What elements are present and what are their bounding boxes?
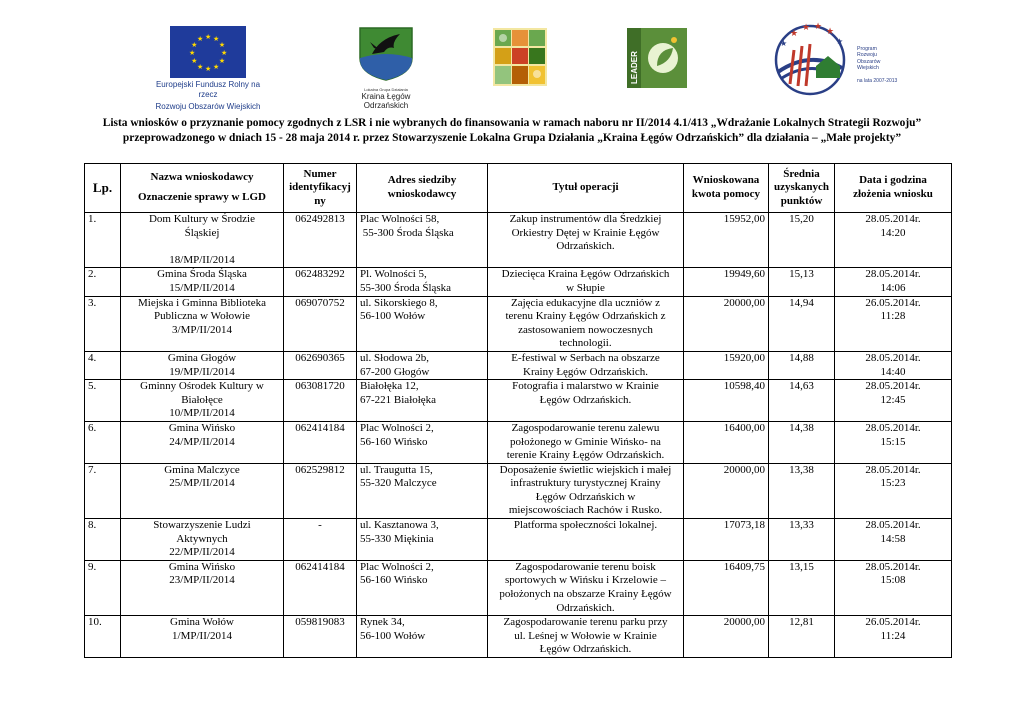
case-number: 25/MP/II/2014: [169, 477, 235, 490]
date-text: 28.05.2014r.: [865, 519, 921, 532]
cell-lp: 2.: [85, 268, 121, 296]
cell-title: [488, 296, 684, 351]
cell-amount: 10598,40: [684, 380, 769, 422]
header-address-line: wnioskodawcy: [387, 188, 457, 200]
eu-star-icon: ★: [205, 33, 212, 41]
addr-line: 56-100 Wołów: [360, 310, 426, 323]
header-address-line: Adres siedziby: [387, 174, 457, 187]
addr-line: 56-160 Wińsko: [360, 574, 428, 587]
cell-title: [488, 616, 684, 658]
case-number: 18/MP/II/2014: [169, 253, 235, 266]
title-line: Zakup instrumentów dla Średzkiej: [509, 213, 662, 225]
case-number: 24/MP/II/2014: [169, 435, 235, 448]
title-line: infrastruktury turystycznej Krainy: [510, 477, 661, 490]
time-text: 15:08: [880, 574, 906, 587]
cell-date: [835, 268, 952, 296]
eu-star-icon: ★: [205, 65, 212, 73]
header-case-text: Oznaczenie sprawy w LGD: [137, 191, 266, 203]
title-line: Platforma społeczności lokalnej.: [513, 519, 658, 532]
cell-id: -: [284, 519, 357, 561]
header-id-line: ny: [314, 194, 326, 207]
header-address: [357, 164, 488, 213]
name-line: Aktywnych: [176, 532, 228, 545]
title-line: ul. Leśnej w Wołowie w Krainie: [514, 629, 657, 642]
eu-star-icon: ★: [221, 49, 228, 57]
addr-line: Plac Wolności 2,: [360, 421, 434, 434]
time-text: 14:20: [880, 226, 906, 239]
date-text: 28.05.2014r.: [865, 351, 921, 364]
cell-name: [121, 519, 284, 561]
cell-lp: 4.: [85, 351, 121, 379]
cell-name: [121, 463, 284, 518]
name-line: Gmina Wińsko: [168, 560, 236, 573]
name-line: Gmina Wińsko: [168, 421, 236, 434]
title-line: położonego w Gminie Wińsko- na: [510, 435, 661, 448]
header-score-line: uzyskanych: [773, 181, 830, 194]
case-number: 3/MP/II/2014: [172, 323, 232, 336]
time-text: 14:06: [880, 281, 906, 294]
prow-text: [857, 46, 880, 72]
cell-id: 063081720: [284, 380, 357, 422]
title-line: Łęgów Odrzańskich.: [539, 643, 632, 656]
lgd-caption-line2: Odrzańskich: [363, 101, 409, 110]
addr-line: Plac Wolności 58,: [360, 213, 440, 225]
table-row: [85, 268, 952, 296]
case-number: 10/MP/II/2014: [169, 407, 235, 420]
cell-score: 15,13: [769, 268, 835, 296]
cell-lp: 3.: [85, 296, 121, 351]
time-text: 15:23: [880, 477, 906, 490]
name-line: Gmina Głogów: [167, 351, 237, 364]
header-score-line: punktów: [780, 194, 823, 207]
addr-line: ul. Kasztanowa 3,: [360, 519, 439, 532]
addr-line: Pl. Wolności 5,: [360, 268, 427, 281]
header-date: [835, 164, 952, 213]
cell-name: [121, 380, 284, 422]
prow-line: Obszarów: [857, 58, 881, 65]
title-line: Łęgów Odrzańskich.: [539, 393, 632, 406]
cell-lp: 6.: [85, 421, 121, 463]
cell-score: 15,20: [769, 213, 835, 268]
cell-amount: 15952,00: [684, 213, 769, 268]
eu-star-icon: ★: [197, 62, 204, 71]
prow-line: Rozwoju: [857, 52, 877, 59]
header-score: [769, 164, 835, 213]
header-amount-line: Wnioskowana: [692, 174, 760, 187]
heading-line2: przeprowadzonego w dniach 15 - 28 maja 2014 r. przez Stowarzyszenie Lokalna Grupa Działania „Kraina Łęgów Odrzańskich” dla działania – „Małe projekty”: [122, 132, 902, 144]
cell-amount: 20000,00: [684, 616, 769, 658]
cell-name: [121, 421, 284, 463]
cell-id: 062414184: [284, 560, 357, 615]
cell-amount: 15920,00: [684, 351, 769, 379]
addr-line: 56-100 Wołów: [360, 629, 426, 642]
table-row: [85, 560, 952, 615]
header-id-line: Numer: [303, 167, 337, 180]
cell-title: [488, 463, 684, 518]
header-title: Tytuł operacji: [488, 164, 684, 213]
time-text: 14:58: [880, 532, 906, 545]
cell-date: [835, 560, 952, 615]
header-id-line: identyfikacyj: [289, 181, 351, 194]
leader-text: LEADER: [630, 51, 639, 84]
cell-lp: 7.: [85, 463, 121, 518]
cell-amount: 16400,00: [684, 421, 769, 463]
cell-lp: 10.: [85, 616, 121, 658]
cell-address: [357, 351, 488, 379]
prow-line: Wiejskich: [857, 65, 879, 72]
heading-line1: Lista wniosków o przyznanie pomocy zgodnych z LSR i nie wybranych do finansowania w ramach naboru nr II/2014 4.1/413 „Wdrażanie Lokalnych Strategii Rozwoju”: [102, 117, 922, 129]
case-number: 1/MP/II/2014: [172, 629, 232, 642]
title-line: Fotografia i malarstwo w Krainie: [512, 380, 659, 393]
date-text: 28.05.2014r.: [865, 380, 921, 393]
header-name: [121, 164, 284, 213]
cell-id: 062690365: [284, 351, 357, 379]
svg-text:★: ★: [802, 23, 811, 33]
cell-address: [357, 296, 488, 351]
title-line: Odrzańskich.: [556, 601, 615, 614]
cell-id: 062492813: [284, 213, 357, 268]
cell-title: [488, 351, 684, 379]
cell-address: [357, 213, 488, 268]
cell-address: [357, 616, 488, 658]
cell-id: 059819083: [284, 616, 357, 658]
case-number: 19/MP/II/2014: [169, 365, 235, 378]
case-number: 23/MP/II/2014: [169, 574, 235, 587]
title-line: Orkiestry Dętej w Krainie Łęgów: [511, 226, 660, 239]
title-line: terenie Krainy Łęgów Odrzańskich.: [506, 449, 665, 462]
name-line: Gminny Ośrodek Kultury w: [140, 380, 264, 393]
lgd-small-caption: Lokalna Grupa Działania: [364, 87, 408, 92]
title-line: Zagospodarowanie terenu zalewu: [511, 421, 660, 434]
cell-date: [835, 213, 952, 268]
addr-line: Rynek 34,: [360, 616, 405, 629]
header-amount-line: kwota pomocy: [691, 188, 761, 200]
case-number: 22/MP/II/2014: [169, 546, 235, 559]
addr-line: ul. Sikorskiego 8,: [360, 296, 438, 309]
cell-date: [835, 519, 952, 561]
date-text: 28.05.2014r.: [865, 268, 921, 281]
addr-line: 55-300 Środa Śląska: [360, 226, 454, 239]
cell-date: [835, 616, 952, 658]
bird-shield-icon: [350, 24, 422, 82]
case-number: 15/MP/II/2014: [169, 281, 235, 294]
cell-score: 12,81: [769, 616, 835, 658]
header-lp: Lp.: [85, 164, 121, 213]
cell-date: [835, 296, 952, 351]
header-date-line: złożenia wniosku: [853, 188, 933, 200]
mosaic-logo: [493, 28, 547, 91]
eu-star-icon: ★: [213, 35, 220, 44]
name-line: Stowarzyszenie Ludzi: [153, 519, 251, 532]
title-line: Krainy Łęgów Odrzańskich.: [523, 365, 648, 378]
cell-name: [121, 296, 284, 351]
name-line: Gmina Środa Śląska: [157, 268, 247, 281]
document-heading: [40, 116, 984, 146]
date-text: 26.05.2014r.: [865, 296, 921, 309]
cell-lp: 9.: [85, 560, 121, 615]
title-line: E-festiwal w Serbach na obszarze: [511, 351, 660, 364]
addr-line: 67-221 Białołęka: [360, 393, 437, 406]
table-row: [85, 421, 952, 463]
title-line: technologii.: [559, 337, 612, 350]
applications-table: [84, 163, 952, 658]
time-text: 11:28: [880, 310, 906, 323]
date-text: 28.05.2014r.: [865, 421, 921, 434]
table-header-row: [85, 164, 952, 213]
date-text: 28.05.2014r.: [865, 463, 921, 476]
eu-caption-line2: Rozwoju Obszarów Wiejskich: [155, 102, 261, 111]
name-line: Publiczna w Wołowie: [153, 310, 251, 323]
header-name-text: Nazwa wnioskodawcy: [150, 171, 254, 184]
title-line: Łęgów Odrzańskich w: [535, 490, 636, 503]
cell-id: 062414184: [284, 421, 357, 463]
cell-score: 14,88: [769, 351, 835, 379]
name-line: Gmina Wołów: [170, 616, 234, 629]
eu-star-icon: ★: [191, 57, 198, 65]
eu-star-icon: ★: [218, 41, 226, 49]
leader-text-overlay: [627, 28, 687, 88]
lgd-caption-line1: Kraina Łęgów: [361, 92, 411, 101]
cell-id: 062483292: [284, 268, 357, 296]
title-line: położonych na obszarze Krainy Łęgów: [499, 588, 672, 601]
cell-date: [835, 380, 952, 422]
svg-text:★: ★: [826, 27, 835, 37]
title-line: sportowych w Wińsku i Krzelowie –: [505, 574, 666, 587]
eu-flag-icon: [170, 26, 246, 78]
prow-logo: [770, 20, 898, 105]
cell-address: [357, 519, 488, 561]
cell-name: [121, 616, 284, 658]
cell-title: [488, 213, 684, 268]
table-row: [85, 213, 952, 268]
lgd-logo: [350, 24, 422, 110]
title-line: zastosowaniem nowoczesnych: [518, 323, 653, 336]
cell-address: [357, 560, 488, 615]
svg-text:★: ★: [814, 22, 823, 32]
eu-fund-logo: [148, 26, 268, 112]
cell-amount: 17073,18: [684, 519, 769, 561]
name-line: Śląskiej: [184, 226, 220, 239]
svg-text:★: ★: [790, 29, 799, 39]
time-text: 12:45: [880, 393, 906, 406]
title-line: Zagospodarowanie terenu parku przy: [503, 616, 668, 629]
date-text: 28.05.2014r.: [865, 560, 921, 573]
cell-title: [488, 421, 684, 463]
eu-star-icon: ★: [191, 41, 198, 49]
addr-line: 55-330 Miękinia: [360, 532, 434, 545]
title-line: Zajęcia edukacyjne dla uczniów z: [510, 296, 661, 309]
cell-title: [488, 380, 684, 422]
cell-name: [121, 213, 284, 268]
cell-name: [121, 560, 284, 615]
eu-star-icon: ★: [218, 57, 226, 65]
addr-line: 67-200 Głogów: [360, 365, 430, 378]
title-line: Doposażenie świetlic wiejskich i małej: [499, 463, 672, 476]
table-row: [85, 519, 952, 561]
addr-line: Plac Wolności 2,: [360, 560, 434, 573]
table-row: [85, 463, 952, 518]
table-row: [85, 616, 952, 658]
cell-score: 13,38: [769, 463, 835, 518]
addr-line: ul. Słodowa 2b,: [360, 351, 430, 364]
addr-line: 56-160 Wińsko: [360, 435, 428, 448]
cell-title: [488, 268, 684, 296]
cell-address: [357, 380, 488, 422]
header-amount: [684, 164, 769, 213]
cell-id: 069070752: [284, 296, 357, 351]
cell-lp: 1.: [85, 213, 121, 268]
header-id: [284, 164, 357, 213]
addr-line: Białołęka 12,: [360, 380, 419, 393]
time-text: 11:24: [880, 629, 906, 642]
time-text: 14:40: [880, 365, 906, 378]
cell-score: 14,94: [769, 296, 835, 351]
cell-score: 14,63: [769, 380, 835, 422]
cell-score: 13,33: [769, 519, 835, 561]
name-line: Białołęce: [181, 393, 223, 406]
title-line: Zagospodarowanie terenu boisk: [515, 560, 656, 573]
title-line: Dziecięca Kraina Łęgów Odrzańskich: [501, 268, 670, 281]
addr-line: 55-300 Środa Śląska: [360, 281, 452, 294]
cell-title: [488, 560, 684, 615]
table-row: [85, 296, 952, 351]
cell-score: 13,15: [769, 560, 835, 615]
cell-name: [121, 351, 284, 379]
cell-score: 14,38: [769, 421, 835, 463]
cell-amount: 16409,75: [684, 560, 769, 615]
title-line: w Słupie: [566, 281, 605, 294]
addr-line: 55-320 Malczyce: [360, 477, 437, 490]
date-text: 28.05.2014r.: [865, 213, 921, 225]
title-line: Odrzańskich.: [556, 240, 615, 253]
cell-date: [835, 351, 952, 379]
name-line: Dom Kultury w Środzie: [148, 213, 255, 225]
cell-name: [121, 268, 284, 296]
cell-address: [357, 268, 488, 296]
cell-lp: 5.: [85, 380, 121, 422]
cell-amount: 20000,00: [684, 463, 769, 518]
addr-line: ul. Traugutta 15,: [360, 463, 433, 476]
cell-date: [835, 463, 952, 518]
cell-date: [835, 421, 952, 463]
eu-star-icon: ★: [197, 35, 204, 44]
title-line: terenu Krainy Łęgów Odrzańskich z: [505, 310, 666, 323]
table-row: [85, 351, 952, 379]
cell-address: [357, 463, 488, 518]
cell-amount: 20000,00: [684, 296, 769, 351]
eu-star-icon: ★: [189, 49, 196, 57]
header-date-line: Data i godzina: [859, 174, 927, 187]
mosaic-icon: [493, 28, 547, 86]
prow-line: Program: [857, 46, 877, 52]
leader-logo: [627, 28, 687, 93]
logo-bar: [0, 18, 1024, 110]
time-text: 15:15: [880, 435, 906, 448]
cell-id: 062529812: [284, 463, 357, 518]
cell-amount: 19949,60: [684, 268, 769, 296]
prow-years: na lata 2007-2013: [857, 78, 898, 84]
eu-star-icon: ★: [213, 62, 220, 71]
name-line: Gmina Malczyce: [164, 463, 240, 476]
cell-title: [488, 519, 684, 561]
table-row: [85, 380, 952, 422]
svg-text:★: ★: [836, 37, 844, 46]
svg-text:★: ★: [780, 39, 788, 48]
date-text: 26.05.2014r.: [865, 616, 921, 629]
eu-caption-line1: Europejski Fundusz Rolny na rzecz: [155, 80, 261, 99]
title-line: miejscowościach Rachów i Rusko.: [508, 504, 663, 517]
name-line: Miejska i Gminna Biblioteka: [137, 296, 266, 309]
cell-lp: 8.: [85, 519, 121, 561]
cell-address: [357, 421, 488, 463]
prow-emblem-icon: [770, 20, 856, 100]
header-score-line: Średnia: [783, 167, 820, 180]
